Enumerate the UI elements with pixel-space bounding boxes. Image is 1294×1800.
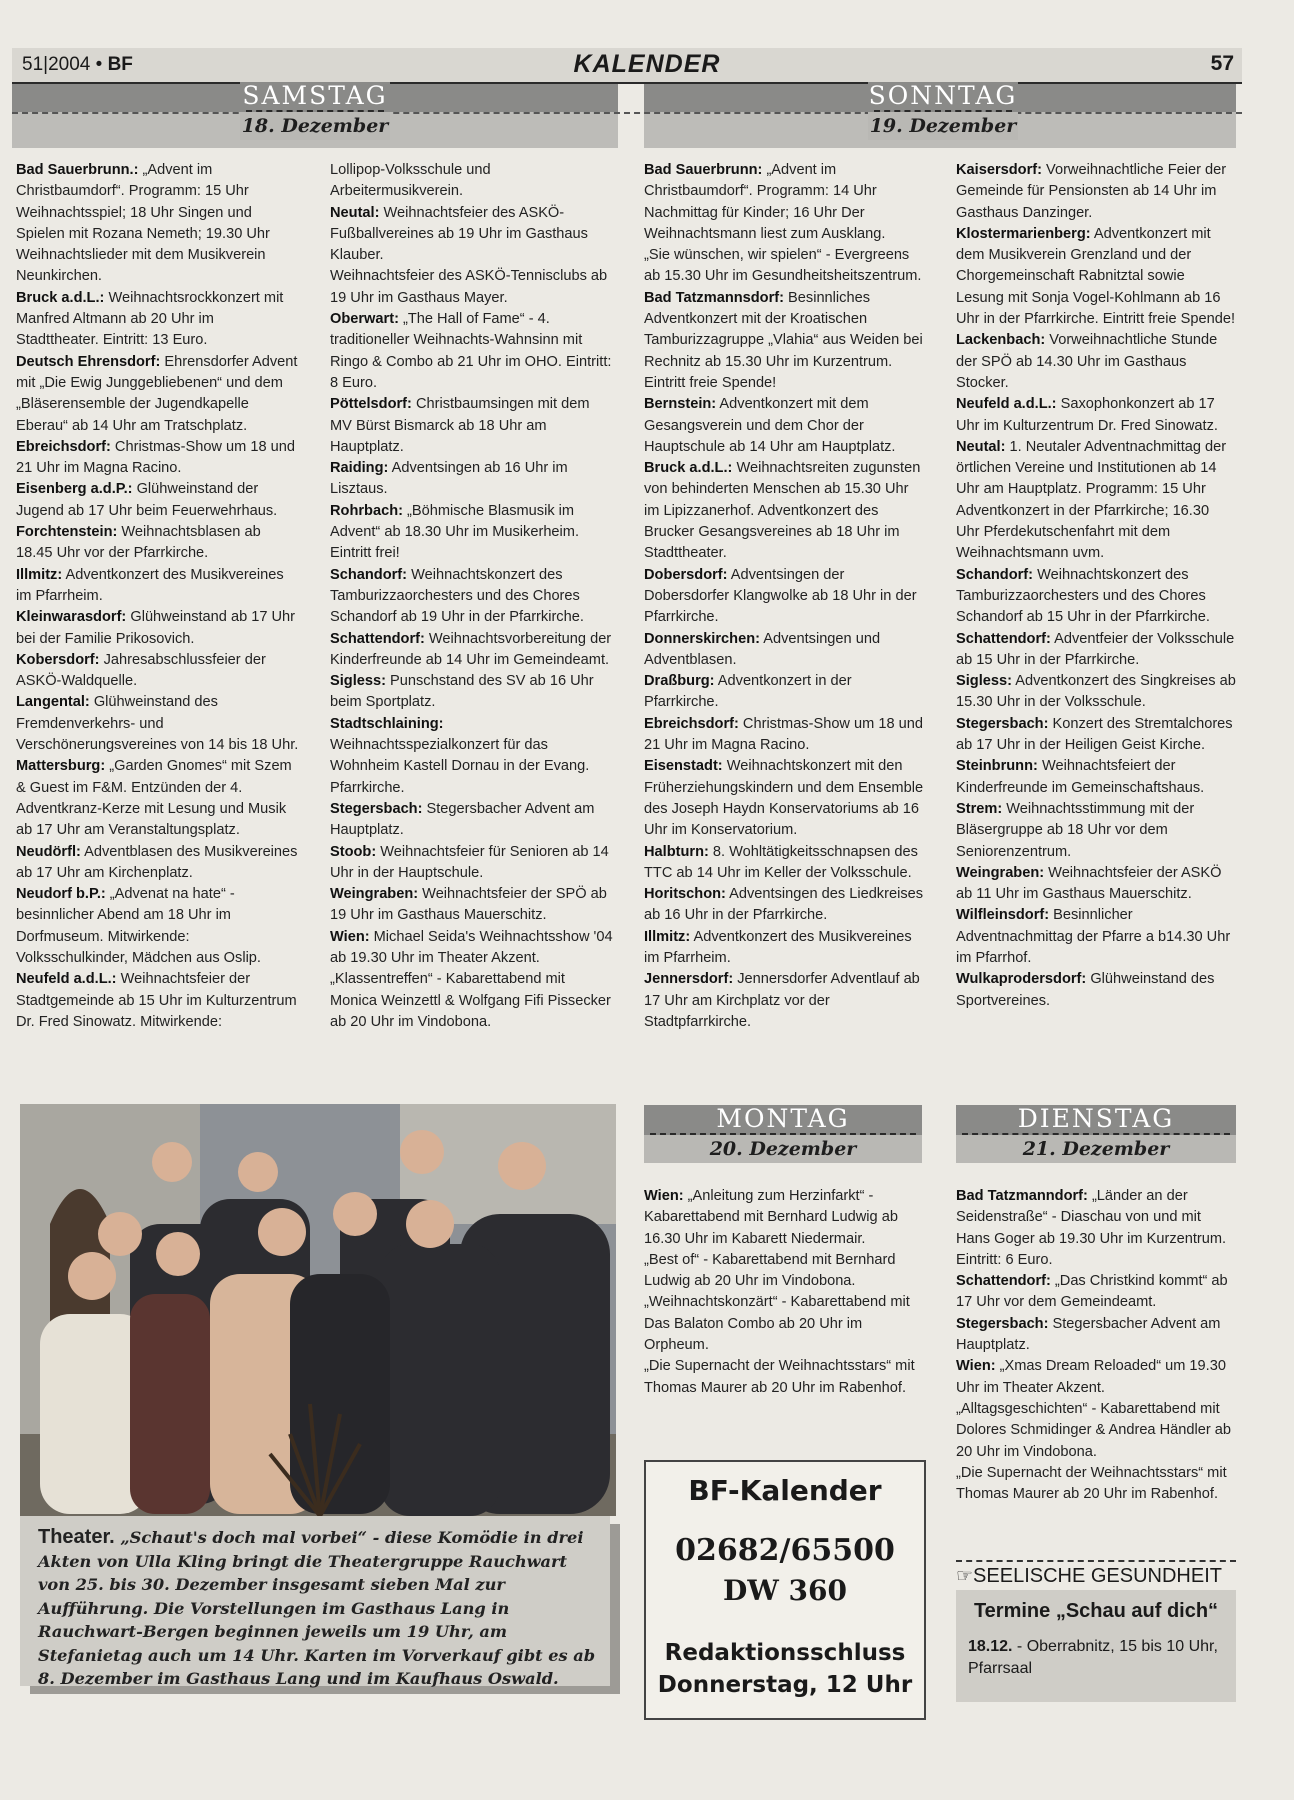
- event-entry: [16, 160, 300, 288]
- event-entry: [330, 884, 614, 927]
- event-entry: [644, 714, 924, 757]
- event-entry: [644, 394, 924, 458]
- event-entry: [16, 437, 300, 480]
- event-place: Neutal:: [956, 438, 1006, 455]
- event-place: Bernstein:: [644, 396, 717, 413]
- event-entry: [956, 1271, 1236, 1314]
- event-place: Mattersburg:: [16, 758, 106, 775]
- event-entry: [644, 629, 924, 672]
- event-entry: [956, 671, 1236, 714]
- event-text: „Klassentreffen“ - Kabarettabend mit Monica Weinzettl & Wolfgang Fifi Pissecker ab 20 Uhr im Vindobona.: [330, 971, 611, 1030]
- event-text: „Länder an der Seidenstraße“ - Diaschau von und mit Hans Goger ab 19.30 Uhr im Kurzentrum. Eintritt: 6 Euro.: [956, 1188, 1227, 1268]
- event-text: „The Hall of Fame“ - 4. traditioneller Weihnachts-Wahnsinn mit Ringo & Combo ab 21 Uhr im OHO. Eintritt: 8 Euro.: [330, 311, 612, 391]
- event-text: Adventsingen und Adventblasen.: [644, 630, 881, 668]
- column-samstag-1: [16, 160, 300, 1033]
- bf-box-deadline-label: Redaktionsschluss: [664, 1640, 906, 1666]
- event-place: Raiding:: [330, 460, 389, 477]
- event-entry: [956, 1399, 1236, 1463]
- event-text: Adventkonzert des Singkreises ab 15.30 Uhr in der Volksschule.: [956, 673, 1236, 711]
- page-number: 57: [1210, 52, 1234, 75]
- event-entry: [644, 458, 924, 564]
- event-entry: [16, 650, 300, 693]
- seele-title: Termine „Schau auf dich“: [973, 1600, 1219, 1622]
- event-text: Adventblasen des Musikvereines ab 17 Uhr am Kirchenplatz.: [16, 843, 298, 881]
- event-place: Bad Sauerbrunn.:: [16, 162, 139, 178]
- event-text: Adventkonzert mit dem Gesangsverein und dem Chor der Hauptschule ab 14 Uhr am Hauptplatz.: [644, 396, 896, 455]
- event-text: Jennersdorfer Adventlauf ab 17 Uhr am Kirchplatz vor der Stadtpfarrkirche.: [644, 971, 920, 1030]
- event-entry: [644, 1186, 922, 1250]
- event-place: Neufeld a.d.L.:: [16, 971, 117, 988]
- event-entry: [956, 160, 1236, 224]
- event-entry: [956, 799, 1236, 863]
- issue-number: 51|2004: [22, 54, 91, 75]
- day-banner-sonntag: [868, 82, 1018, 140]
- event-place: Stadtschlaining:: [330, 715, 444, 732]
- event-text: Adventsingen der Dobersdorfer Klangwolke ab 18 Uhr in der Pfarrkirche.: [644, 566, 917, 626]
- event-entry: [330, 969, 614, 1033]
- event-place: Wien:: [644, 1188, 684, 1204]
- event-text: „Alltagsgeschichten“ - Kabarettabend mit Dolores Schmidinger & Andrea Händler ab 20 Uhr im Vindobona.: [956, 1400, 1232, 1460]
- section-title: KALENDER: [573, 50, 721, 78]
- event-place: Klostermarienberg:: [956, 225, 1091, 242]
- event-text: „Böhmische Blasmusik im Advent“ ab 18.30 Uhr im Musikerheim. Eintritt frei!: [330, 502, 580, 562]
- event-entry: [16, 692, 300, 756]
- event-entry: [956, 714, 1236, 757]
- caption-lead: Theater.: [38, 1526, 115, 1548]
- event-place: Schattendorf:: [956, 1273, 1051, 1290]
- event-place: Schandorf:: [330, 566, 408, 583]
- event-place: Forchtenstein:: [16, 524, 118, 541]
- event-place: Eisenberg a.d.P.:: [16, 481, 133, 498]
- event-text: Weihnachtsfeier des ASKÖ-Tennisclubs ab 19 Uhr im Gasthaus Mayer.: [330, 268, 608, 306]
- seelische-gesundheit-box: [956, 1590, 1236, 1702]
- group-photo: [20, 1104, 616, 1516]
- event-place: Schattendorf:: [330, 630, 425, 647]
- event-place: Kaisersdorf:: [956, 162, 1042, 178]
- day-date: 19. Dezember: [868, 112, 1018, 140]
- photo-caption: [20, 1516, 610, 1686]
- event-entry: [330, 629, 614, 672]
- day-name: DIENSTAG: [1017, 1105, 1175, 1133]
- event-place: Horitschon:: [644, 886, 726, 903]
- event-text: Weihnachtskonzert des Tamburizzaorchesters und des Chores Schandorf ab 15 Uhr in der Pfarrkirche.: [956, 566, 1210, 626]
- event-text: Besinnliches Adventkonzert mit der Kroatischen Tamburizzagruppe „Vlahia“ aus Weiden bei Rechnitz ab 15.30 Uhr im Kurzentrum. Eintritt freie Spende!: [644, 289, 923, 391]
- event-text: Christmas-Show um 18 und 21 Uhr im Magna Racino.: [16, 438, 295, 477]
- event-entry: [16, 522, 300, 565]
- day-banner-montag: [644, 1105, 922, 1163]
- day-banner-dienstag: [956, 1105, 1236, 1163]
- event-place: Lackenbach:: [956, 332, 1046, 349]
- bf-box-deadline-time: Donnerstag, 12 Uhr: [657, 1672, 913, 1698]
- bf-box-phone: 02682/65500: [675, 1533, 895, 1568]
- event-text: „Advent im Christbaumdorf“. Programm: 14 Uhr Nachmittag für Kinder; 16 Uhr Der Weihnachtsmann liest zum Ausklang.: [644, 162, 886, 242]
- event-entry: [330, 394, 614, 458]
- event-text: Weihnachtsblasen ab 18.45 Uhr vor der Pfarrkirche.: [16, 524, 261, 562]
- event-text: Glühweinstand ab 17 Uhr bei der Familie Prikosovich.: [16, 609, 296, 647]
- event-entry: [644, 565, 924, 629]
- seele-date: 18.12.: [968, 1638, 1013, 1655]
- event-text: Michael Seida's Weihnachtsshow '04 ab 19.30 Uhr im Theater Akzent.: [330, 928, 613, 966]
- event-text: „Advent im Christbaumdorf“. Programm: 15 Uhr Weihnachtsspiel; 18 Uhr Singen und Spielen mit Rozana Nemeth; 19.30 Uhr Weihnachtslieder mit dem Musikverein Neunkirchen.: [16, 162, 270, 285]
- column-samstag-2: [330, 160, 614, 1033]
- event-entry: [16, 756, 300, 841]
- event-text: „Weihnachtskonzärt“ - Kabarettabend mit Das Balaton Combo ab 20 Uhr im Orpheum.: [644, 1294, 910, 1354]
- event-entry: [956, 1463, 1236, 1506]
- event-place: Bruck a.d.L.:: [644, 460, 733, 477]
- day-name: SAMSTAG: [242, 82, 388, 110]
- event-text: Jahresabschlussfeier der ASKÖ-Waldquelle.: [16, 651, 266, 690]
- event-text: Adventsingen ab 16 Uhr im Lisztaus.: [330, 460, 568, 498]
- event-text: „Die Supernacht der Weihnachtsstars“ mit Thomas Maurer ab 20 Uhr im Rabenhof.: [644, 1358, 915, 1396]
- event-place: Bad Sauerbrunn:: [644, 162, 763, 178]
- caption-text: „Schaut's doch mal vorbei“ - diese Komödie in drei Akten von Ulla Kling bringt die Theatergruppe Rauchwart von 25. bis 30. Dezember insgesamt sieben Mal zur Aufführung. Die Vorstellungen im Gasthaus Lang in Rauchwart-Bergen beginnen jeweils um 19 Uhr, am Stefanietag auch um 14 Uhr. Karten im Vorverkauf gibt es ab 8. Dezember im Gasthaus Lang und im Kaufhaus Oswald.: [38, 1528, 596, 1688]
- event-place: Sigless:: [330, 673, 386, 690]
- event-entry: [644, 884, 924, 927]
- event-entry: [644, 756, 924, 841]
- event-entry: [644, 288, 924, 394]
- event-text: 8. Wohltätigkeitsschnapsen des TTC ab 14 Uhr im Keller der Volksschule.: [644, 843, 918, 881]
- event-place: Bad Tatzmanndorf:: [956, 1188, 1088, 1204]
- event-text: Weihnachtsfeier der ASKÖ ab 11 Uhr im Gasthaus Mauerschitz.: [956, 864, 1222, 903]
- event-entry: [330, 203, 614, 267]
- event-place: Deutsch Ehrensdorf:: [16, 353, 161, 370]
- event-text: „Xmas Dream Reloaded“ um 19.30 Uhr im Theater Akzent.: [956, 1358, 1226, 1396]
- event-place: Dobersdorf:: [644, 566, 728, 583]
- event-place: Oberwart:: [330, 311, 399, 328]
- event-entry: [956, 1314, 1236, 1357]
- event-entry: [956, 394, 1236, 437]
- day-date: 20. Dezember: [644, 1135, 922, 1163]
- event-place: Neudörfl:: [16, 843, 81, 860]
- event-text: Weihnachtsfeier der Stadtgemeinde ab 15 Uhr im Kulturzentrum Dr. Fred Sinowatz. Mitwirkende:: [16, 971, 297, 1030]
- event-text: Lollipop-Volksschule und Arbeitermusikverein.: [330, 162, 491, 200]
- event-entry: [16, 842, 300, 885]
- event-text: Weihnachtsrockkonzert mit Manfred Altmann ab 20 Uhr im Stadttheater. Eintritt: 13 Euro.: [16, 289, 284, 349]
- event-text: Stegersbacher Advent am Hauptplatz.: [330, 800, 595, 839]
- event-text: Christmas-Show um 18 und 21 Uhr im Magna Racino.: [644, 715, 923, 754]
- event-text: Weihnachtsfeier der SPÖ ab 19 Uhr im Gasthaus Mauerschitz.: [330, 886, 607, 924]
- event-entry: [16, 352, 300, 437]
- event-entry: [16, 607, 300, 650]
- event-entry: [956, 330, 1236, 394]
- event-place: Weingraben:: [956, 864, 1045, 881]
- event-place: Eisenstadt:: [644, 758, 723, 775]
- event-place: Kleinwarasdorf:: [16, 609, 127, 626]
- event-entry: [644, 842, 924, 885]
- seele-heading-text: SEELISCHE GESUNDHEIT: [973, 1565, 1222, 1587]
- bf-box-title: BF-Kalender: [688, 1474, 882, 1507]
- event-entry: [956, 969, 1236, 1012]
- event-place: Ebreichsdorf:: [644, 715, 739, 732]
- event-entry: [16, 565, 300, 608]
- event-entry: [956, 1186, 1236, 1271]
- column-sonntag-2: [956, 160, 1236, 1012]
- day-date: 18. Dezember: [240, 112, 390, 140]
- event-text: Adventsingen des Liedkreises ab 16 Uhr in der Pfarrkirche.: [644, 886, 924, 924]
- event-place: Illmitz:: [644, 928, 691, 945]
- event-place: Neufeld a.d.L.:: [956, 396, 1057, 413]
- event-entry: [956, 863, 1236, 906]
- event-place: Jennersdorf:: [644, 971, 734, 988]
- event-entry: [330, 927, 614, 970]
- event-text: „Best of“ - Kabarettabend mit Bernhard Ludwig ab 20 Uhr im Vindobona.: [644, 1251, 896, 1290]
- column-montag: [644, 1186, 922, 1399]
- event-entry: [330, 714, 614, 799]
- event-place: Weingraben:: [330, 886, 419, 903]
- event-text: „Sie wünschen, wir spielen“ - Evergreens ab 15.30 Uhr im Gesundheitsheitszentrum.: [644, 247, 922, 285]
- event-entry: [330, 160, 614, 203]
- event-entry: [16, 969, 300, 1033]
- event-entry: [330, 565, 614, 629]
- event-place: Bad Tatzmannsdorf:: [644, 289, 784, 306]
- event-entry: [956, 905, 1236, 969]
- event-text: Adventkonzert des Musikvereines im Pfarrheim.: [644, 928, 912, 966]
- event-place: Wien:: [956, 1358, 996, 1375]
- event-entry: [956, 1356, 1236, 1399]
- event-place: Steinbrunn:: [956, 758, 1038, 775]
- event-text: Besinnlicher Adventnachmittag der Pfarre a b14.30 Uhr im Pfarrhof.: [956, 907, 1231, 966]
- event-text: Weihnachtskonzert des Tamburizzaorchesters und des Chores Schandorf ab 19 Uhr in der Pfarrkirche.: [330, 566, 584, 626]
- event-place: Illmitz:: [16, 566, 63, 583]
- event-entry: [956, 565, 1236, 629]
- event-text: Adventkonzert des Musikvereines im Pfarrheim.: [16, 566, 284, 604]
- event-text: Konzert des Stremtalchores ab 17 Uhr in der Heiligen Geist Kirche.: [956, 715, 1233, 754]
- bf-box-extension: DW 360: [723, 1574, 847, 1607]
- event-entry: [956, 437, 1236, 565]
- event-place: Halbturn:: [644, 843, 709, 860]
- event-place: Schandorf:: [956, 566, 1034, 583]
- event-place: Bruck a.d.L.:: [16, 289, 105, 306]
- seelische-gesundheit-heading: [956, 1560, 1236, 1591]
- event-entry: [330, 309, 614, 394]
- event-text: Vorweihnachtliche Stunde der SPÖ ab 14.30 Uhr im Gasthaus Stocker.: [956, 332, 1218, 391]
- event-entry: [644, 1250, 922, 1293]
- event-entry: [16, 884, 300, 969]
- event-entry: [330, 266, 614, 309]
- event-place: Draßburg:: [644, 673, 715, 690]
- event-text: „Advenat na hate“ - besinnlicher Abend am 18 Uhr im Dorfmuseum. Mitwirkende: Volksschulkinder, Mädchen aus Oslip.: [16, 886, 261, 966]
- event-entry: [644, 245, 924, 288]
- event-text: „Das Christkind kommt“ ab 17 Uhr vor dem Gemeindeamt.: [956, 1273, 1228, 1311]
- day-banner-samstag: [240, 82, 390, 140]
- event-text: Ehrensdorfer Advent mit „Die Ewig Junggebliebenen“ und dem „Bläserensemble der Jugendkapelle Eberau“ ab 14 Uhr am Tratschplatz.: [16, 353, 298, 434]
- event-entry: [956, 756, 1236, 799]
- group-photo-image: [20, 1104, 616, 1516]
- event-text: Weihnachtsfeier des ASKÖ-Fußballvereines ab 19 Uhr im Gasthaus Klauber.: [330, 204, 588, 264]
- event-text: Adventkonzert mit dem Musikverein Grenzland und der Chorgemeinschaft Rabnitztal sowie Lesung mit Sonja Vogel-Kohlmann ab 16 Uhr in der Pfarrkirche. Eintritt freie Spende!: [956, 225, 1236, 328]
- event-place: Stegersbach:: [956, 1315, 1049, 1332]
- event-entry: [956, 224, 1236, 330]
- event-text: 1. Neutaler Adventnachmittag der örtlichen Vereine und Institutionen ab 14 Uhr am Hauptplatz. Programm: 15 Uhr Adventkonzert in der Pfarrkirche; 16.30 Uhr Pferdekutschenfahrt mit dem Weihnachtsmann uvm.: [956, 438, 1227, 562]
- seele-entry: [968, 1636, 1224, 1680]
- event-entry: [16, 479, 300, 522]
- event-entry: [644, 969, 924, 1033]
- event-text: Glühweinstand der Jugend ab 17 Uhr beim Feuerwehrhaus.: [16, 481, 278, 519]
- event-text: Christbaumsingen mit dem MV Bürst Bismarck ab 18 Uhr am Hauptplatz.: [330, 396, 590, 455]
- event-entry: [330, 458, 614, 501]
- paper-name: BF: [107, 54, 133, 75]
- event-place: Pöttelsdorf:: [330, 396, 412, 413]
- day-name: MONTAG: [716, 1105, 850, 1133]
- event-place: Stoob:: [330, 843, 377, 860]
- event-text: Adventfeier der Volksschule ab 15 Uhr in der Pfarrkirche.: [956, 630, 1235, 668]
- event-text: Vorweihnachtliche Feier der Gemeinde für Pensionsten ab 14 Uhr im Gasthaus Danzinger.: [956, 162, 1227, 221]
- event-place: Rohrbach:: [330, 502, 403, 519]
- event-entry: [956, 629, 1236, 672]
- header-dashed-rule: [12, 112, 1242, 114]
- event-entry: [16, 288, 300, 352]
- event-text: Glühweinstand des Sportvereines.: [956, 971, 1215, 1009]
- day-date: 21. Dezember: [956, 1135, 1236, 1163]
- event-entry: [644, 927, 924, 970]
- event-place: Langental:: [16, 694, 90, 711]
- event-text: Saxophonkonzert ab 17 Uhr im Kulturzentrum Dr. Fred Sinowatz.: [956, 396, 1218, 434]
- event-place: Sigless:: [956, 673, 1012, 690]
- issue-bullet: •: [95, 54, 103, 75]
- event-text: Stegersbacher Advent am Hauptplatz.: [956, 1315, 1221, 1354]
- event-entry: [644, 160, 924, 245]
- event-place: Stegersbach:: [330, 800, 423, 817]
- event-text: Adventkonzert in der Pfarrkirche.: [644, 673, 852, 711]
- event-place: Stegersbach:: [956, 715, 1049, 732]
- bf-kalender-box: [644, 1460, 926, 1720]
- event-entry: [644, 671, 924, 714]
- event-text: „Anleitung zum Herzinfarkt“ - Kabarettabend mit Bernhard Ludwig ab 16.30 Uhr im Kabarett Niedermair.: [644, 1188, 898, 1247]
- event-text: Glühweinstand des Fremdenverkehrs- und Verschönerungsvereines von 14 bis 18 Uhr.: [16, 694, 299, 754]
- event-place: Wien:: [330, 928, 370, 945]
- event-text: „Garden Gnomes“ mit Szem & Guest im F&M. Entzünden der 4. Adventkranz-Kerze mit Lesung und Musik ab 17 Uhr am Veranstaltungsplatz.: [16, 758, 292, 839]
- event-entry: [330, 842, 614, 885]
- hand-pointing-icon: ☞: [956, 1566, 974, 1587]
- event-place: Donnerskirchen:: [644, 630, 760, 647]
- event-text: Weihnachtsstimmung mit der Bläsergruppe ab 18 Uhr vor dem Seniorenzentrum.: [956, 800, 1195, 860]
- event-entry: [644, 1356, 922, 1399]
- event-text: Weihnachtsfeiert der Kinderfreunde im Gemeinschaftshaus.: [956, 758, 1205, 796]
- event-text: Punschstand des SV ab 16 Uhr beim Sportplatz.: [330, 673, 594, 711]
- event-place: Kobersdorf:: [16, 651, 100, 668]
- event-place: Strem:: [956, 800, 1003, 817]
- seele-text: - Oberrabnitz, 15 bis 10 Uhr, Pfarrsaal: [968, 1638, 1218, 1677]
- event-text: Weihnachtsreiten zugunsten von behinderten Menschen ab 15.30 Uhr im Lipizzanerhof. Adventkonzert des Brucker Gesangsvereines ab 18 Uhr im Stadttheater.: [644, 460, 921, 562]
- event-entry: [330, 799, 614, 842]
- column-dienstag: [956, 1186, 1236, 1505]
- event-place: Ebreichsdorf:: [16, 438, 111, 455]
- event-place: Neudorf b.P.:: [16, 886, 106, 903]
- event-text: Weihnachtskonzert mit den Früherziehungskindern und dem Ensemble des Joseph Haydn Konservatoriums ab 16 Uhr im Konservatorium.: [644, 758, 924, 839]
- event-place: Neutal:: [330, 204, 380, 221]
- event-text: Weihnachtsvorbereitung der Kinderfreunde ab 14 Uhr im Gemeindeamt.: [330, 630, 612, 668]
- event-text: „Die Supernacht der Weihnachtsstars“ mit Thomas Maurer ab 20 Uhr im Rabenhof.: [956, 1464, 1227, 1503]
- event-text: Weihnachtsfeier für Senioren ab 14 Uhr in der Hauptschule.: [330, 843, 609, 881]
- column-sonntag-1: [644, 160, 924, 1033]
- event-entry: [330, 671, 614, 714]
- event-place: Wulkaprodersdorf:: [956, 971, 1087, 988]
- day-name: SONNTAG: [868, 82, 1018, 110]
- event-place: Wilfleinsdorf:: [956, 907, 1050, 924]
- event-text: Weihnachtsspezialkonzert für das Wohnheim Kastell Dornau in der Evang. Pfarrkirche.: [330, 737, 590, 796]
- event-entry: [644, 1292, 922, 1356]
- event-entry: [330, 501, 614, 565]
- event-place: Schattendorf:: [956, 630, 1051, 647]
